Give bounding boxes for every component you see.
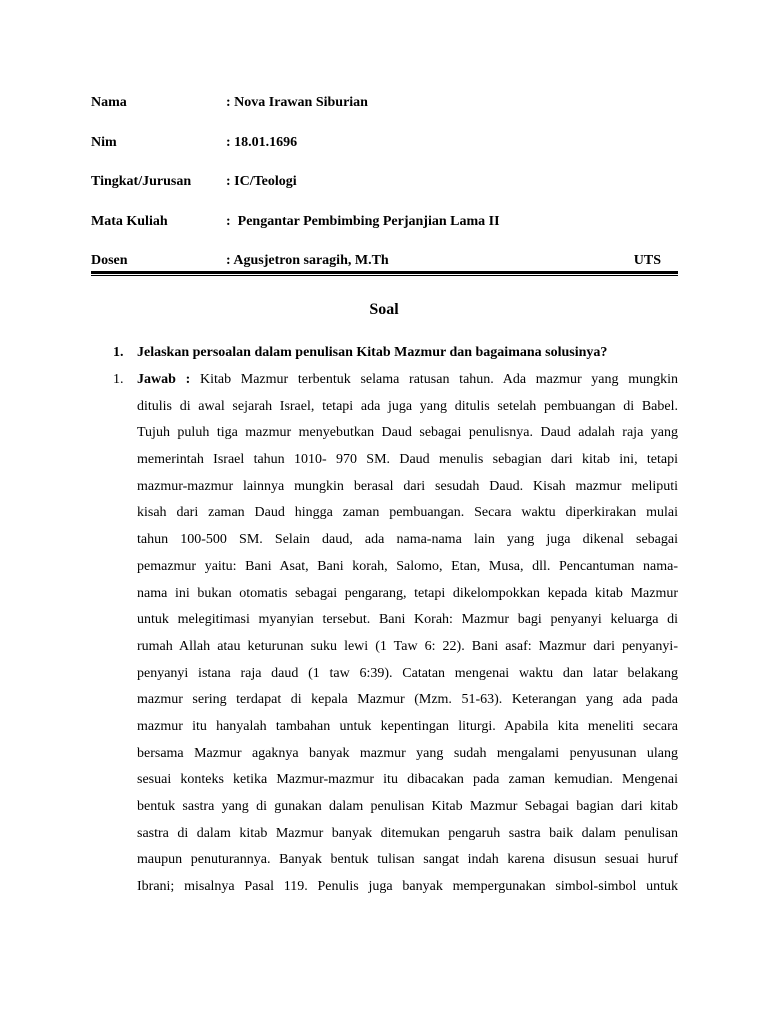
exam-type-label: UTS	[633, 253, 661, 268]
answer-line: rumah Allah atau keturunan suku lewi (1 Taw 6: 22). Bani asaf: Mazmur dari penyanyi-	[137, 638, 678, 654]
answer-first-line-text: Kitab Mazmur terbentuk selama ratusan tahun. Ada mazmur yang mungkin	[190, 372, 678, 387]
answer-line: kisah dari zaman Daud hingga zaman pembuangan. Secara waktu diperkirakan mulai	[137, 505, 678, 521]
answer-line: nama ini bukan otomatis sebagai pengarang, tetapi dikelompokkan kepada kitab Mazmur	[137, 585, 678, 601]
question-text: Jelaskan persoalan dalam penulisan Kitab Mazmur dan bagaimana solusinya?	[137, 345, 608, 360]
answer-line: mazmur-mazmur lainnya mungkin berasal dari sesudah Daud. Kisah mazmur meliputi	[137, 478, 678, 494]
answer-line: Tujuh puluh tiga mazmur menyebutkan Daud sebagai penulisnya. Daud adalah raja yang	[137, 425, 678, 441]
info-label: Nama	[91, 95, 127, 110]
answer-label: Jawab :	[137, 372, 191, 387]
answer-line: maupun penuturannya. Banyak bentuk tulisan sangat indah karena disusun sesuai huruf	[137, 852, 678, 868]
info-row-mata-kuliah	[91, 212, 678, 252]
answer-line: sesuai konteks ketika Mazmur-mazmur itu dibacakan pada zaman kemudian. Mengenai	[137, 772, 678, 788]
answer-body	[137, 367, 678, 901]
info-label: Dosen	[91, 253, 128, 268]
info-value: : IC/Teologi	[226, 174, 297, 189]
info-row-nama	[91, 93, 678, 133]
info-value: : Agusjetron saragih, M.Th	[226, 253, 389, 268]
student-info-header	[91, 93, 678, 291]
page-title: Soal	[369, 301, 399, 318]
answer-line: Ibrani; misalnya Pasal 119. Penulis juga banyak mempergunakan simbol-simbol untuk	[137, 879, 678, 895]
answer-line: mazmur sering terdapat di kepala Mazmur (Mzm. 51-63). Keterangan yang ada pada	[137, 692, 678, 708]
info-row-nim	[91, 133, 678, 173]
header-divider	[91, 271, 678, 276]
answer-line: memerintah Israel tahun 1010- 970 SM. Daud menulis sebagian dari kitab ini, tetapi	[137, 452, 678, 468]
answer-line: pemazmur yaitu: Bani Asat, Bani korah, Salomo, Etan, Musa, dll. Pencantuman nama-	[137, 558, 678, 574]
answer-line: bersama Mazmur agaknya banyak mazmur yang sudah mengalami penyusunan ulang	[137, 745, 678, 761]
answer-line: mazmur itu hanyalah tambahan untuk kepentingan liturgi. Apabila kita meneliti secara	[137, 718, 678, 734]
info-label: Mata Kuliah	[91, 213, 168, 229]
info-value: : Nova Irawan Siburian	[226, 95, 368, 110]
info-label: Nim	[91, 134, 117, 150]
info-value: : 18.01.1696	[226, 134, 298, 150]
info-label: Tingkat/Jurusan	[91, 174, 192, 189]
answer-line: sastra di dalam kitab Mazmur banyak ditemukan pengaruh sastra baik dalam penulisan	[137, 825, 678, 841]
question-number: 1.	[113, 345, 124, 360]
info-value: : Pengantar Pembimbing Perjanjian Lama II	[226, 213, 500, 229]
answer-line: tahun 100-500 SM. Selain daud, ada nama-nama lain yang juga dikenal sebagai	[137, 532, 678, 548]
answer-line: ditulis di awal sejarah Israel, tetapi ada juga yang ditulis setelah pembuangan di Babel.	[137, 398, 678, 414]
info-row-tingkat-jurusan	[91, 172, 678, 212]
answer-number: 1.	[113, 372, 124, 387]
answer-line: untuk melegitimasi myanyian tersebut. Bani Korah: Mazmur bagi penyanyi keluarga di	[137, 612, 678, 628]
answer-line: penyanyi istana raja daud (1 taw 6:39). Catatan mengenai waktu dan latar belakang	[137, 665, 678, 681]
answer-line	[137, 367, 678, 394]
answer-line: bentuk sastra yang di gunakan dalam penulisan Kitab Mazmur Sebagai bagian dari kitab	[137, 799, 678, 814]
